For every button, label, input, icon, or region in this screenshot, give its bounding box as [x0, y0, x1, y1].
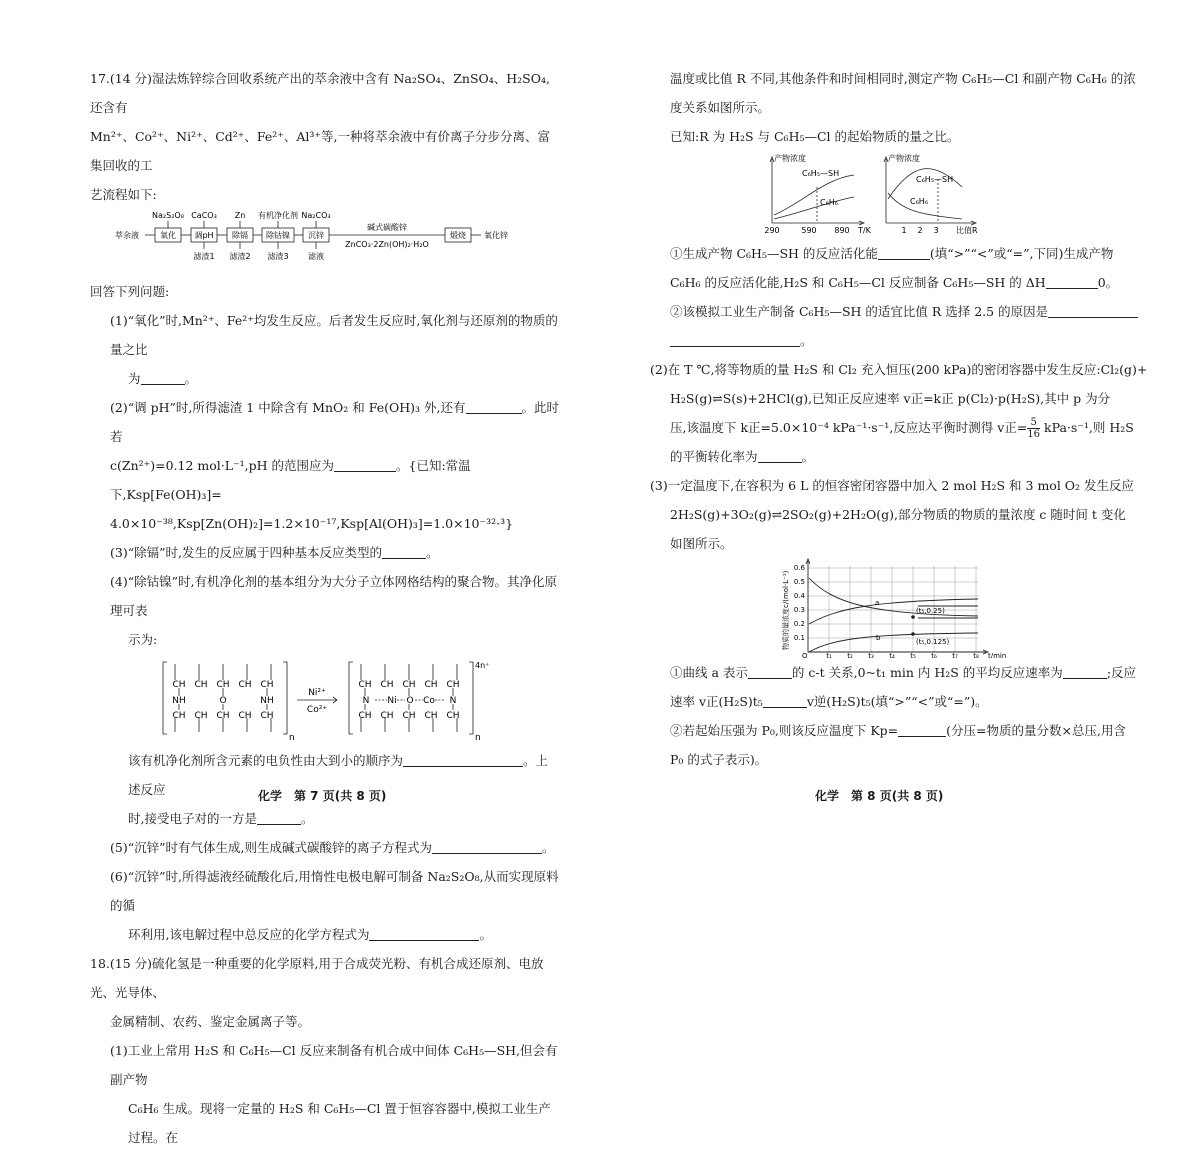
- page-footer: 化学 第 7 页(共 8 页): [258, 789, 387, 803]
- flow-start: 萃余液: [115, 231, 139, 240]
- axis-tick: 1: [901, 226, 907, 235]
- axis-tick: t₆: [931, 652, 937, 658]
- reaction-reagent: Ni²⁺: [308, 688, 326, 698]
- structure-ni: Ni: [387, 696, 397, 706]
- axis-tick: t₃: [868, 652, 874, 658]
- q18-part-3-ii-cont: P₀ 的式子表示)。: [670, 752, 768, 767]
- reaction-reagent: Co²⁺: [306, 705, 328, 715]
- structure-o: O: [406, 696, 414, 706]
- left-column: [90, 64, 560, 1152]
- flow-reagent: CaCO₃: [191, 211, 217, 220]
- answer-blank[interactable]: [141, 372, 185, 386]
- answer-blank[interactable]: [432, 841, 542, 855]
- structure-ch: CH: [402, 680, 416, 690]
- axis-tick: 590: [801, 226, 817, 235]
- axis-tick: 0.5: [793, 578, 805, 586]
- axis-tick: t₈: [973, 652, 979, 658]
- left-page: [0, 0, 600, 1145]
- q18-part-2-cont: 的平衡转化率为 。: [670, 449, 815, 464]
- flow-step: 沉锌: [308, 231, 324, 240]
- graph-ylabel: 物质的量浓度c/(mol·L⁻¹): [782, 570, 790, 650]
- q18-part-1-i-cont: C₆H₆ 的反应活化能,H₂S 和 C₆H₅—Cl 反应制备 C₆H₅—SH 的 ΔH 0。: [670, 275, 1119, 290]
- answer-blank[interactable]: [670, 334, 800, 348]
- structure-ch: CH: [260, 711, 274, 721]
- axis-tick: 0.2: [793, 620, 805, 628]
- flow-step: 氧化: [160, 231, 176, 240]
- structure-n: N: [449, 696, 457, 706]
- flow-product-formula: ZnCO₃·2Zn(OH)₂·H₂O: [345, 240, 429, 249]
- structure-n: N: [362, 696, 370, 706]
- answer-blank[interactable]: [748, 666, 792, 680]
- answer-blank[interactable]: [1046, 276, 1098, 290]
- answer-blank[interactable]: [758, 450, 802, 464]
- right-page: [600, 0, 1200, 838]
- flow-reagent: 有机净化剂: [258, 211, 298, 220]
- q17-part-6-cont: 环利用,该电解过程中总反应的化学方程式为 。: [128, 927, 492, 942]
- curve-label: C₆H₅—SH: [916, 175, 954, 184]
- structure-ch: CH: [358, 680, 372, 690]
- structure-ch: CH: [216, 711, 230, 721]
- axis-tick: t₇: [952, 652, 958, 658]
- flow-step: 煅烧: [450, 231, 466, 240]
- q18-part-3-cont: 如图所示。: [670, 536, 733, 551]
- answer-blank[interactable]: [334, 459, 396, 473]
- answer-blank[interactable]: [257, 812, 301, 826]
- curve-label: C₆H₆: [820, 198, 839, 207]
- structure-ch: CH: [424, 680, 438, 690]
- process-flow-diagram: [115, 209, 555, 275]
- answer-blank[interactable]: [763, 695, 807, 709]
- answer-blank[interactable]: [898, 724, 946, 738]
- q18-part-1: (1)工业上常用 H₂S 和 C₆H₅—Cl 反应来制备有机合成中间体 C₆H₅—SH,但会有副产物: [110, 1043, 558, 1087]
- axis-tick: 3: [933, 226, 939, 235]
- known-condition: 已知:R 为 H₂S 与 C₆H₅—Cl 的起始物质的量之比。: [670, 129, 960, 144]
- axis-tick: 290: [764, 226, 780, 235]
- structure-co: Co: [423, 696, 435, 706]
- structure-ch: CH: [238, 711, 252, 721]
- structure-ch: CH: [194, 711, 208, 721]
- text-line: 度关系如图所示。: [670, 100, 771, 115]
- structure-ch: CH: [172, 711, 186, 721]
- flow-reagent: Na₂CO₃: [301, 211, 331, 220]
- right-column: [650, 64, 1160, 774]
- axis-tick: t₄: [889, 652, 895, 658]
- answer-prompt: 回答下列问题:: [90, 284, 170, 299]
- q18-part-2: (2)在 T ℃,将等物质的量 H₂S 和 Cl₂ 充入恒压(200 kPa)的密闭容器中发生反应:Cl₂(g)+: [650, 362, 1148, 377]
- axis-tick: 2: [917, 226, 923, 235]
- axis-tick: 0.4: [793, 592, 805, 600]
- flow-step: 调pH: [194, 231, 214, 240]
- flow-reagent: Na₂S₂O₈: [152, 211, 184, 220]
- structure-ch: CH: [424, 711, 438, 721]
- graph-ylabel: 产物浓度: [774, 154, 806, 163]
- axis-tick: 0.6: [793, 564, 805, 572]
- origin-label: O: [802, 652, 808, 658]
- structure-ch: CH: [216, 680, 230, 690]
- q17-part-2-cont: c(Zn²⁺)=0.12 mol·L⁻¹,pH 的范围应为 。{已知:常温下,Ksp[Fe(OH)₃]=: [110, 458, 471, 502]
- flow-reagent: Zn: [234, 211, 246, 220]
- structure-ch: CH: [380, 680, 394, 690]
- structure-subscript: n: [475, 733, 481, 742]
- curve-label: C₆H₅—SH: [802, 169, 840, 178]
- axis-tick: t₁: [826, 652, 832, 658]
- structure-nh: NH: [172, 696, 186, 706]
- structure-ch: CH: [402, 711, 416, 721]
- point-label: (t₅,0.125): [916, 638, 950, 646]
- structure-ch: CH: [380, 711, 394, 721]
- q18-stem-line: 18.(15 分)硫化氢是一种重要的化学原料,用于合成荧光粉、有机合成还原剂、电放光、光导体、: [90, 956, 544, 1000]
- q18-part-2-cont: H₂S(g)⇌S(s)+2HCl(g),已知正反应速率 v正=k正 p(Cl₂)·p(H₂S),其中 p 为分: [670, 391, 1111, 406]
- structure-o: O: [219, 696, 227, 706]
- axis-tick: t₂: [847, 652, 853, 658]
- answer-blank[interactable]: [403, 754, 523, 768]
- q18-part-1-cont: C₆H₆ 生成。现将一定量的 H₂S 和 C₆H₅—Cl 置于恒容容器中,模拟工业生产过程。在: [128, 1101, 551, 1145]
- flow-step: 除镉: [232, 231, 248, 240]
- structure-ch: CH: [446, 680, 460, 690]
- point-label: (t₅,0.25): [916, 607, 945, 615]
- structure-nh: NH: [260, 696, 274, 706]
- structure-ch: CH: [358, 711, 372, 721]
- q18-part-3: (3)一定温度下,在容积为 6 L 的恒容密闭容器中加入 2 mol H₂S 和 3 mol O₂ 发生反应: [650, 478, 1135, 493]
- axis-tick: t₅: [910, 652, 916, 658]
- q17-part-2: (2)“调 pH”时,所得滤渣 1 中除含有 MnO₂ 和 Fe(OH)₃ 外,还有 。此时若: [110, 400, 560, 444]
- polymer-structure-diagram: [155, 658, 495, 742]
- structure-charge: 4n⁺: [475, 661, 490, 670]
- q17-part-6: (6)“沉锌”时,所得滤液经硫酸化后,用惰性电极电解可制备 Na₂S₂O₈,从而实现原料的循: [110, 869, 559, 913]
- answer-blank[interactable]: [466, 401, 522, 415]
- q18-part-2-cont: 压,该温度下 k正=5.0×10⁻⁴ kPa⁻¹·s⁻¹,反应达平衡时测得 v正= $\frac{5}{16}$ kPa·s⁻¹,则 H₂S: [670, 417, 1134, 440]
- answer-blank[interactable]: [878, 247, 930, 261]
- q18-part-1-i: ①生成产物 C₆H₅—SH 的反应活化能 (填“>”“<”或“=”,下同)生成产物: [670, 246, 1114, 261]
- flow-product-name: 碱式碳酸锌: [367, 223, 407, 232]
- graph-xlabel: T/K: [858, 226, 871, 235]
- flow-residue: 滤液: [308, 252, 324, 261]
- q17-part-2-cont: 4.0×10⁻³⁸,Ksp[Zn(OH)₂]=1.2×10⁻¹⁷,Ksp[Al(OH)₃]=1.0×10⁻³²·³}: [110, 516, 514, 531]
- q17-stem-line: 17.(14 分)湿法炼锌综合回收系统产出的萃余液中含有 Na₂SO₄、ZnSO₄、H₂SO₄,还含有: [90, 71, 550, 115]
- q18-part-3-i-cont: 速率 v正(H₂S)t₅ v逆(H₂S)t₅(填“>”“<”或“=”)。: [670, 694, 988, 709]
- q18-part-3-ii: ②若起始压强为 P₀,则该反应温度下 Kp= (分压=物质的量分数×总压,用含: [670, 723, 1126, 738]
- answer-blank[interactable]: [382, 546, 426, 560]
- axis-tick: 0.1: [793, 634, 805, 642]
- q18-part-1-ii: ②该模拟工业生产制备 C₆H₅—SH 的适宜比值 R 选择 2.5 的原因是: [650, 297, 1160, 326]
- flow-end: 氧化锌: [484, 231, 508, 240]
- structure-subscript: n: [289, 733, 295, 742]
- data-point: [911, 615, 915, 619]
- concentration-time-graph: [778, 558, 1018, 658]
- q17-part-4-question: 该有机净化剂所含元素的电负性由大到小的顺序为 。上述反应: [128, 753, 549, 797]
- q17-part-3: (3)“除镉”时,发生的反应属于四种基本反应类型的 。: [110, 545, 439, 560]
- structure-ch: CH: [238, 680, 252, 690]
- flow-residue: 滤渣1: [193, 252, 215, 261]
- curve-label: a: [875, 599, 880, 607]
- graph-xlabel: t/min: [988, 652, 1007, 658]
- q17-part-4-question: 时,接受电子对的一方是 。: [128, 811, 314, 826]
- axis-tick: 0.3: [793, 606, 805, 614]
- fraction: $\frac{5}{16}$: [1027, 417, 1041, 440]
- q18-part-3-i: ①曲线 a 表示 的 c-t 关系,0~t₁ min 内 H₂S 的平均反应速率为 ;反应: [670, 665, 1137, 680]
- answer-blank[interactable]: [1048, 305, 1138, 319]
- flow-residue: 滤渣2: [229, 252, 251, 261]
- q17-stem-line: Mn²⁺、Co²⁺、Ni²⁺、Cd²⁺、Fe²⁺、Al³⁺等,一种将萃余液中有价离子分步分离、富集回收的工: [90, 129, 550, 173]
- curve-label: b: [876, 634, 881, 642]
- q18-part-3-cont: 2H₂S(g)+3O₂(g)⇌2SO₂(g)+2H₂O(g),部分物质的物质的量浓度 c 随时间 t 变化: [670, 507, 1126, 522]
- q17-part-5: (5)“沉锌”时有气体生成,则生成碱式碳酸锌的离子方程式为 。: [110, 840, 555, 855]
- structure-ch: CH: [260, 680, 274, 690]
- structure-ch: CH: [172, 680, 186, 690]
- q17-part-1-cont: 为 。: [128, 371, 198, 386]
- q17-stem-line: 艺流程如下:: [90, 187, 157, 202]
- q17-part-1: (1)“氧化”时,Mn²⁺、Fe²⁺均发生反应。后者发生反应时,氧化剂与还原剂的物质的量之比: [110, 313, 558, 357]
- page-footer: 化学 第 8 页(共 8 页): [815, 789, 944, 803]
- q18-part-1-ii-cont: 。: [650, 326, 1160, 355]
- structure-ch: CH: [446, 711, 460, 721]
- curve-label: C₆H₆: [910, 197, 929, 206]
- answer-blank[interactable]: [1063, 666, 1107, 680]
- q17-part-4-cont: 示为:: [128, 632, 158, 647]
- flow-residue: 滤渣3: [267, 252, 289, 261]
- answer-blank[interactable]: [369, 928, 479, 942]
- flow-step: 除钴镍: [266, 231, 290, 240]
- structure-ch: CH: [194, 680, 208, 690]
- graph-ylabel: 产物浓度: [888, 154, 920, 163]
- graph-xlabel: 比值R: [956, 226, 978, 235]
- q17-part-4: (4)“除钴镍”时,有机净化剂的基本组分为大分子立体网格结构的聚合物。其净化原理可表: [110, 574, 557, 618]
- product-concentration-graphs: [762, 153, 992, 237]
- data-point: [911, 632, 915, 636]
- axis-tick: 890: [834, 226, 850, 235]
- q18-stem-line: 金属精制、农药、鉴定金属离子等。: [110, 1014, 311, 1029]
- text-line: 温度或比值 R 不同,其他条件和时间相同时,测定产物 C₆H₅—Cl 和副产物 C₆H₆ 的浓: [670, 71, 1136, 86]
